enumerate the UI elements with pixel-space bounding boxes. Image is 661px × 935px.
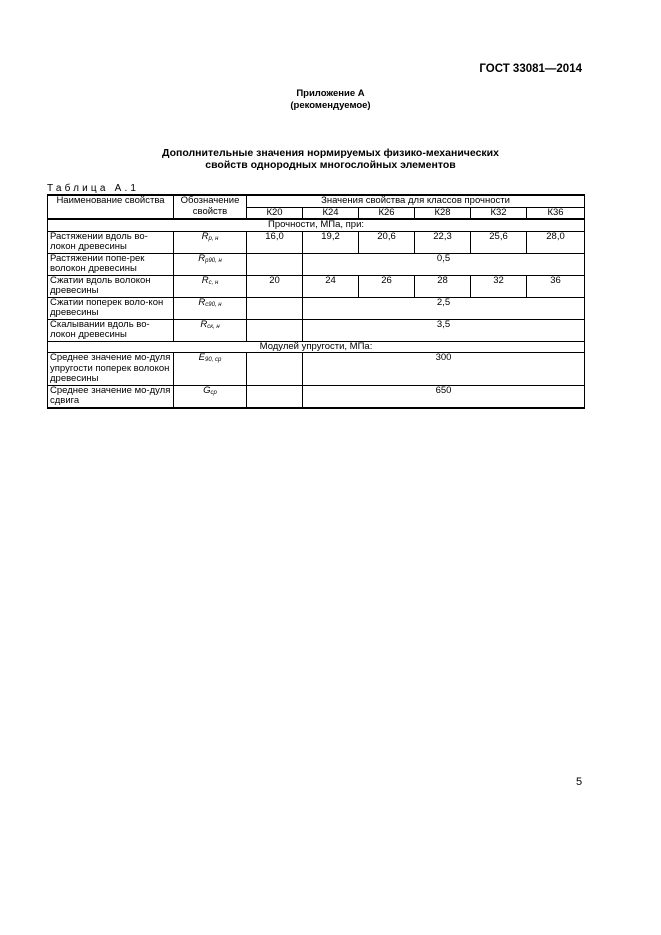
- page-number: 5: [576, 776, 583, 788]
- class-header: К28: [415, 207, 471, 219]
- header-symbol: Обозначение свойств: [174, 195, 247, 219]
- value-cell: 28,0: [527, 231, 585, 253]
- table-row: [48, 231, 585, 253]
- property-symbol: $R_{р, н}$: [174, 231, 247, 253]
- section-strength: Прочности, МПа, при:: [48, 219, 585, 231]
- standard-number: ГОСТ 33081—2014: [479, 63, 582, 75]
- value-cell: 20: [247, 275, 303, 297]
- value-cell: 22,3: [415, 231, 471, 253]
- property-symbol: $E_{90, ср}$: [174, 353, 247, 386]
- value-cell: 3,5: [303, 319, 585, 341]
- table-header-row: [48, 195, 585, 207]
- property-symbol: $R_{ск, н}$: [174, 319, 247, 341]
- appendix-heading: [0, 88, 661, 112]
- property-symbol: $G_{ср}$: [174, 385, 247, 408]
- class-header: К24: [303, 207, 359, 219]
- property-name: Растяжении попе-рек волокон древесины: [48, 253, 174, 275]
- value-cell: 16,0: [247, 231, 303, 253]
- property-name: Сжатии поперек воло-кон древесины: [48, 297, 174, 319]
- table-row: [48, 319, 585, 341]
- value-cell: 20,6: [359, 231, 415, 253]
- property-symbol: $R_{с, н}$: [174, 275, 247, 297]
- document-title-line1: Дополнительные значения нормируемых физико-механических: [162, 147, 499, 159]
- empty-cell: [247, 353, 303, 386]
- header-values: Значения свойства для классов прочности: [247, 195, 585, 207]
- value-cell: 19,2: [303, 231, 359, 253]
- empty-cell: [247, 319, 303, 341]
- value-cell: 36: [527, 275, 585, 297]
- appendix-kind: (рекомендуемое): [290, 100, 371, 111]
- property-name: Растяжении вдоль во-локон древесины: [48, 231, 174, 253]
- value-cell: 32: [471, 275, 527, 297]
- property-name: Скалывании вдоль во-локон древесины: [48, 319, 174, 341]
- value-cell: 2,5: [303, 297, 585, 319]
- class-header: К26: [359, 207, 415, 219]
- document-title: [0, 147, 661, 171]
- value-cell: 0,5: [303, 253, 585, 275]
- value-cell: 24: [303, 275, 359, 297]
- empty-cell: [247, 253, 303, 275]
- section-modulus: Модулей упругости, МПа:: [48, 341, 585, 353]
- property-symbol: $R_{р90, н}$: [174, 253, 247, 275]
- table-caption: Таблица А.1: [47, 183, 140, 194]
- table-row: [48, 297, 585, 319]
- property-symbol: $R_{с90, н}$: [174, 297, 247, 319]
- table-row: [48, 353, 585, 386]
- class-header: К32: [471, 207, 527, 219]
- property-name: Среднее значение мо-дуля сдвига: [48, 385, 174, 408]
- value-cell: 25,6: [471, 231, 527, 253]
- class-header: К20: [247, 207, 303, 219]
- empty-cell: [247, 297, 303, 319]
- property-name: Сжатии вдоль волокон древесины: [48, 275, 174, 297]
- class-header: К36: [527, 207, 585, 219]
- property-name: Среднее значение мо-дуля упругости поперек волокон древесины: [48, 353, 174, 386]
- appendix-title: Приложение А: [296, 88, 365, 99]
- document-title-line2: свойств однородных многослойных элементов: [205, 159, 456, 171]
- value-cell: 650: [303, 385, 585, 408]
- value-cell: 28: [415, 275, 471, 297]
- properties-table: [47, 194, 585, 409]
- value-cell: 26: [359, 275, 415, 297]
- value-cell: 300: [303, 353, 585, 386]
- table-row: [48, 253, 585, 275]
- section-row: [48, 219, 585, 231]
- section-row: [48, 341, 585, 353]
- table-row: [48, 385, 585, 408]
- table-row: [48, 275, 585, 297]
- empty-cell: [247, 385, 303, 408]
- header-name: Наименование свойства: [48, 195, 174, 219]
